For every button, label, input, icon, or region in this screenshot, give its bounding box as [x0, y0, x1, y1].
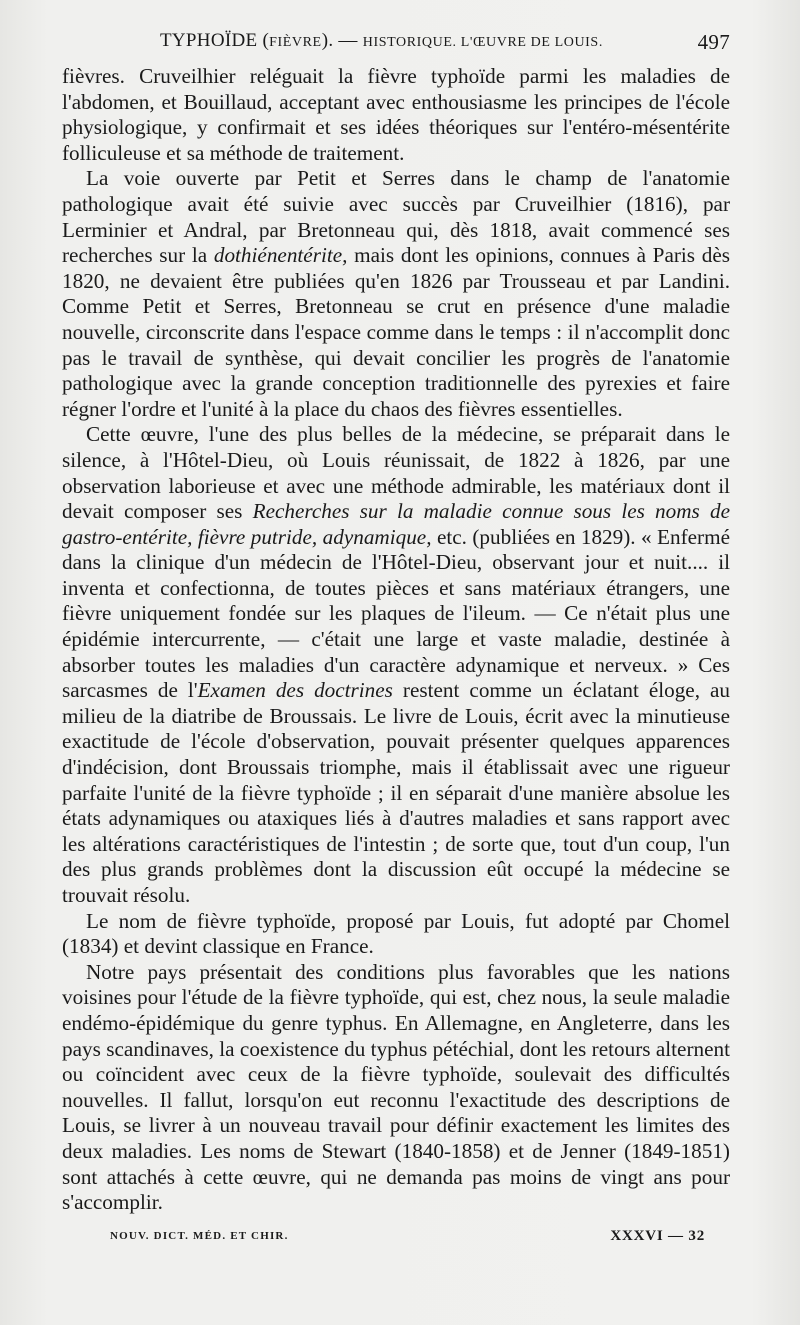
body-paragraph — [62, 64, 730, 166]
body-paragraph — [62, 422, 730, 908]
text-span: etc. (publiées en 1829). « Enfermé dans la clinique d'un médecin de l'Hôtel-Dieu, observant jour et nuit.... il inventa et confectionna, de toutes pièces et sans matériaux étrangers, une fièvre uniquement fondée sur les plaques de l'ileum. — Ce n'était plus une épidémie intercurrente, — c'était une large et vaste maladie, destinée à absorber toutes les maladies d'un caractère adynamique et nerveux. » Ces sarcasmes de l' — [62, 524, 730, 703]
italic-title-span: Examen des doctrines — [197, 678, 393, 703]
running-title-smallcaps-1: FIÈVRE — [269, 35, 322, 50]
running-title-main: TYPHOÏDE ( — [160, 30, 270, 51]
body-paragraph — [62, 960, 730, 1216]
body-text — [62, 64, 730, 1216]
page-number: 497 — [697, 30, 730, 54]
body-paragraph — [62, 909, 730, 960]
text-span: La voie ouverte par Petit et Serres dans le champ de l'anatomie pathologique avait été suivie avec succès par Cruveilhier (1816), par Lerminier et Andral, par Bretonneau qui, dès 1818, avait commencé ses recherches sur la — [62, 166, 730, 268]
running-header — [60, 30, 730, 58]
running-title-smallcaps-2: HISTORIQUE. L'ŒUVRE DE LOUIS. — [362, 35, 603, 50]
italic-title-span: Recherches sur la maladie connue sous les noms de gastro-entérite, fièvre putride, adynamique, — [62, 499, 730, 549]
running-title-separator: ). — — [321, 30, 363, 51]
text-span: fièvres. Cruveilhier reléguait la fièvre typhoïde parmi les maladies de l'abdomen, et Bouillaud, acceptant avec enthousiasme les principes de l'école physiologique, y confirmait et ses idées théoriques sur l'entéro-mésentérite folliculeuse et sa méthode de traitement. — [62, 64, 730, 165]
signature-mark-left: NOUV. DICT. MÉD. ET CHIR. — [110, 1230, 289, 1242]
body-paragraph — [62, 166, 730, 422]
running-title — [160, 30, 603, 52]
text-span: Le nom de fièvre typhoïde, proposé par Louis, fut adopté par Chomel (1834) et devint classique en France. — [62, 908, 730, 959]
text-span: mais dont les opinions, connues à Paris dès 1820, ne devaient être publiées qu'en 1826 par Trousseau et par Landini. Comme Petit et Serres, Bretonneau se crut en présence d'une maladie nouvelle, circonscrite dans l'espace comme dans le temps : il n'accomplit donc pas le travail de synthèse, qui devait concilier les progrès de l'anatomie pathologique avec la grande conception traditionnelle des pyrexies et faire régner l'ordre et l'unité à la place du chaos des fièvres essentielles. — [62, 243, 730, 421]
signature-mark-right: XXXVI — 32 — [610, 1228, 705, 1244]
page-footer — [110, 1228, 705, 1248]
italic-title-span: dothiénentérite, — [213, 243, 348, 268]
text-span: Notre pays présentait des conditions plus favorables que les nations voisines pour l'étude de la fièvre typhoïde, qui est, chez nous, la seule maladie endémo-épidémique du genre typhus. En Allemagne, en Angleterre, dans les pays scandinaves, la coexistence du typhus pétéchial, dont les retours alternent ou coïncident avec ceux de la fièvre typhoïde, soulevait des difficultés nouvelles. Il fallut, lorsqu'on eut reconnu l'exactitude des descriptions de Louis, se livrer à un nouveau travail pour définir exactement les limites des deux maladies. Les noms de Stewart (1840-1858) et de Jenner (1849-1851) sont attachés à cette œuvre, qui ne demanda pas moins de vingt ans pour s'accomplir. — [62, 959, 730, 1215]
text-span: restent comme un éclatant éloge, au milieu de la diatribe de Broussais. Le livre de Louis, écrit avec la minutieuse exactitude de l'école d'observation, pouvait présenter quelques apparences d'indécision, dont Broussais triomphe, mais il établissait avec une rigueur parfaite l'unité de la fièvre typhoïde ; il en séparait d'une manière absolue les états adynamiques ou ataxiques liés à d'autres maladies et sans rapport avec les altérations caractéristiques de l'intestin ; de sorte que, tout d'un coup, l'un des plus grands problèmes dont la discussion eût occupé la médecine se trouvait résolu. — [62, 678, 731, 907]
text-span: Cette œuvre, l'une des plus belles de la médecine, se préparait dans le silence, à l'Hôtel-Dieu, où Louis réunissait, de 1822 à 1826, par une observation laborieuse et avec une méthode admirable, les matériaux dont il devait composer ses — [62, 422, 730, 524]
